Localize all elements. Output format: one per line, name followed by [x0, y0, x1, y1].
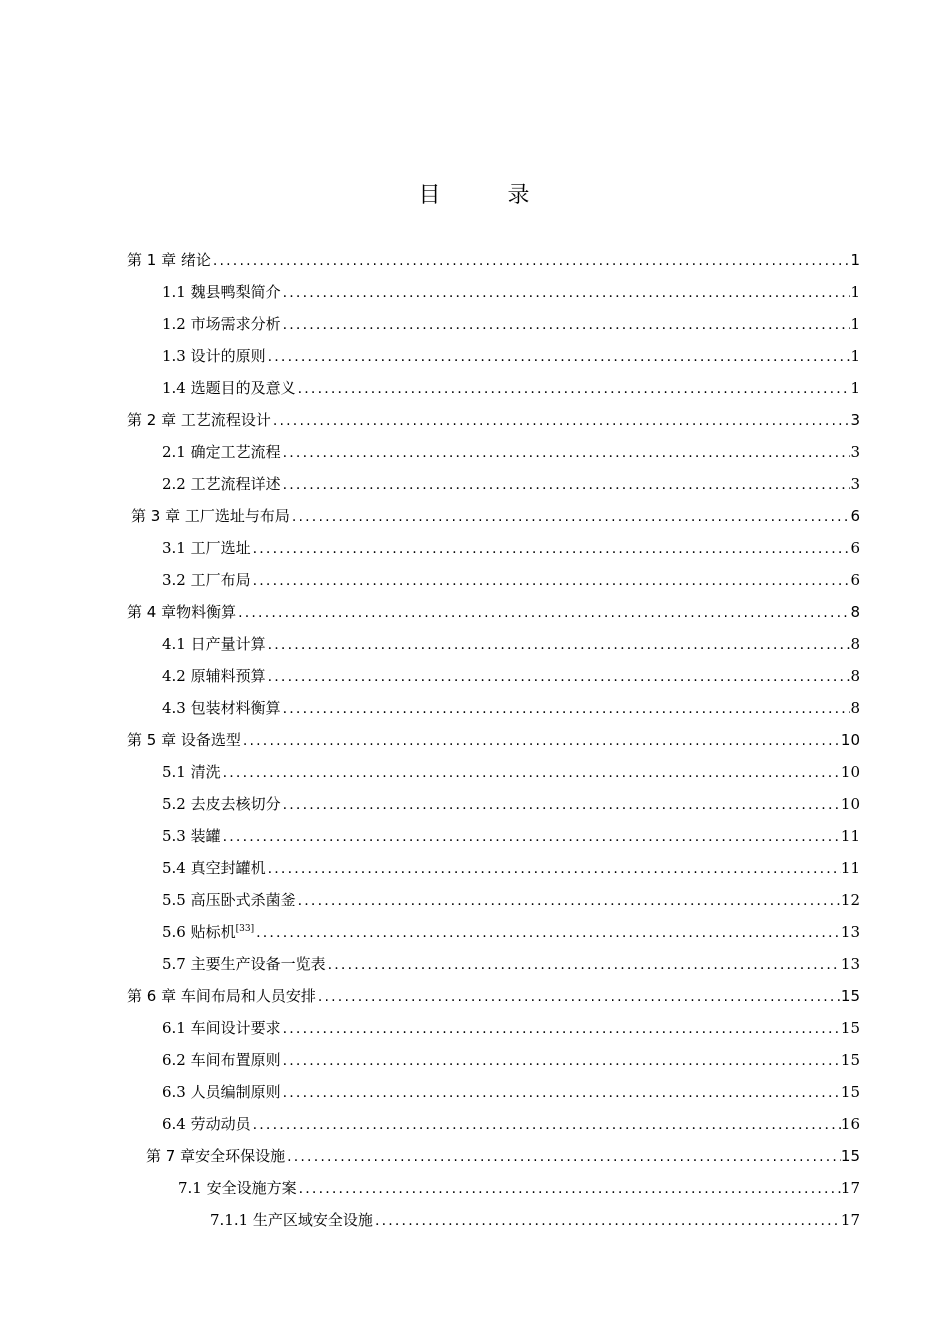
toc-entry[interactable]: [162, 852, 860, 884]
toc-leader-dots: [326, 949, 841, 980]
toc-page-number: 1: [850, 283, 860, 301]
toc-page-number: 15: [840, 987, 860, 1005]
toc-entry-label: 5.2 去皮去核切分: [162, 795, 281, 813]
toc-leader-dots: [266, 341, 851, 372]
toc-entry[interactable]: [162, 340, 860, 372]
toc-entry-label: 5.6 贴标机[33]: [162, 923, 255, 941]
toc-entry-label: 1.3 设计的原则: [162, 347, 266, 365]
toc-leader-dots: [271, 405, 851, 436]
toc-page-number: 3: [850, 411, 860, 429]
toc-page-number: 6: [850, 539, 860, 557]
toc-entry-label: 7.1.1 生产区域安全设施: [210, 1211, 373, 1229]
toc-entry[interactable]: [162, 564, 860, 596]
toc-entry-label: 4.1 日产量计算: [162, 635, 266, 653]
toc-page-number: 11: [840, 827, 860, 845]
toc-entry-label: 1.2 市场需求分析: [162, 315, 281, 333]
toc-leader-dots: [373, 1205, 841, 1236]
toc-page-number: 11: [840, 859, 860, 877]
toc-entry-label: 第 1 章 绪论: [127, 251, 211, 269]
toc-entry[interactable]: [162, 1076, 860, 1108]
toc-leader-dots: [281, 789, 841, 820]
toc-entry[interactable]: [162, 308, 860, 340]
toc-entry[interactable]: [162, 436, 860, 468]
toc-page-number: 13: [840, 955, 860, 973]
toc-leader-dots: [281, 277, 851, 308]
toc-entry-label: 5.7 主要生产设备一览表: [162, 955, 326, 973]
toc-page-number: 8: [850, 603, 860, 621]
toc-leader-dots: [281, 1045, 841, 1076]
toc-entry-label: 5.4 真空封罐机: [162, 859, 266, 877]
toc-entry[interactable]: [162, 372, 860, 404]
toc-leader-dots: [221, 821, 841, 852]
toc-entry[interactable]: [162, 660, 860, 692]
toc-page-number: 17: [840, 1179, 860, 1197]
toc-entry[interactable]: [210, 1204, 860, 1236]
toc-page-number: 1: [850, 315, 860, 333]
toc-leader-dots: [211, 245, 851, 276]
toc-entry-label: 6.2 车间布置原则: [162, 1051, 281, 1069]
toc-entry-label: 第 7 章安全环保设施: [146, 1147, 286, 1165]
toc-entry-label: 7.1 安全设施方案: [178, 1179, 297, 1197]
toc-entry[interactable]: [127, 724, 860, 756]
toc-entry[interactable]: [162, 756, 860, 788]
toc-leader-dots: [236, 597, 850, 628]
toc-page-number: 16: [840, 1115, 860, 1133]
toc-entry-label: 第 3 章 工厂选址与布局: [131, 507, 290, 525]
toc-entry[interactable]: [178, 1172, 860, 1204]
toc-leader-dots: [281, 693, 851, 724]
toc-entry[interactable]: [162, 820, 860, 852]
toc-leader-dots: [285, 1141, 841, 1172]
toc-entry-label: 第 4 章物料衡算: [127, 603, 237, 621]
toc-entry[interactable]: [162, 628, 860, 660]
toc-entry-label: 5.5 高压卧式杀菌釜: [162, 891, 296, 909]
toc-leader-dots: [251, 533, 851, 564]
toc-entry[interactable]: [131, 500, 860, 532]
toc-entry[interactable]: [162, 884, 860, 916]
toc-page-number: 3: [850, 443, 860, 461]
toc-entry[interactable]: [162, 788, 860, 820]
page-title: 目 录: [418, 183, 560, 208]
toc-entry-label: 6.4 劳动动员: [162, 1115, 251, 1133]
toc-leader-dots: [296, 885, 841, 916]
toc-leader-dots: [266, 661, 851, 692]
toc-entry-label: 5.3 装罐: [162, 827, 221, 845]
toc-entry-label: 第 5 章 设备选型: [127, 731, 241, 749]
toc-entry[interactable]: [162, 1044, 860, 1076]
toc-page-number: 13: [840, 923, 860, 941]
toc-entry[interactable]: [162, 1012, 860, 1044]
toc-leader-dots: [281, 437, 851, 468]
toc-page-number: 6: [850, 507, 860, 525]
toc-entry[interactable]: [127, 404, 860, 436]
toc-page-number: 6: [850, 571, 860, 589]
toc-page-number: 10: [840, 763, 860, 781]
toc-leader-dots: [281, 309, 851, 340]
toc-entry-label: 1.4 选题目的及意义: [162, 379, 296, 397]
toc-leader-dots: [281, 469, 851, 500]
toc-leader-dots: [251, 1109, 841, 1140]
toc-page-number: 1: [850, 347, 860, 365]
toc-entry-label: 3.2 工厂布局: [162, 571, 251, 589]
toc-entry[interactable]: [162, 692, 860, 724]
toc-entry[interactable]: [127, 244, 860, 276]
toc-entry[interactable]: [162, 468, 860, 500]
toc-leader-dots: [266, 629, 851, 660]
toc-leader-dots: [221, 757, 841, 788]
toc-page-number: 12: [840, 891, 860, 909]
toc-leader-dots: [316, 981, 841, 1012]
toc-entry[interactable]: [162, 948, 860, 980]
toc-entry-label: 5.1 清洗: [162, 763, 221, 781]
toc-leader-dots: [251, 565, 851, 596]
toc-leader-dots: [297, 1173, 841, 1204]
toc-entry-label: 4.2 原辅料预算: [162, 667, 266, 685]
toc-entry[interactable]: [162, 532, 860, 564]
toc-entry[interactable]: [146, 1140, 860, 1172]
toc-leader-dots: [296, 373, 851, 404]
toc-page-number: 8: [850, 699, 860, 717]
toc-entry[interactable]: [127, 596, 860, 628]
toc-page-number: 15: [840, 1019, 860, 1037]
toc-entry-label: 2.2 工艺流程详述: [162, 475, 281, 493]
toc-leader-dots: [254, 917, 841, 948]
toc-page-number: 10: [840, 795, 860, 813]
toc-leader-dots: [281, 1013, 841, 1044]
toc-page-number: 15: [840, 1083, 860, 1101]
toc-page-number: 3: [850, 475, 860, 493]
toc-page-number: 8: [850, 635, 860, 653]
toc-leader-dots: [241, 725, 841, 756]
toc-page-number: 8: [850, 667, 860, 685]
toc-entry[interactable]: [162, 276, 860, 308]
toc-leader-dots: [281, 1077, 841, 1108]
toc-entry-label: 6.1 车间设计要求: [162, 1019, 281, 1037]
toc-entry-label: 第 6 章 车间布局和人员安排: [127, 987, 316, 1005]
toc-entry-label: 2.1 确定工艺流程: [162, 443, 281, 461]
toc-page-number: 15: [840, 1147, 860, 1165]
toc-page-number: 1: [850, 379, 860, 397]
toc-entry-label: 1.1 魏县鸭梨简介: [162, 283, 281, 301]
citation-superscript: [33]: [235, 924, 255, 934]
toc-entry-label: 第 2 章 工艺流程设计: [127, 411, 271, 429]
toc-entry-label: 6.3 人员编制原则: [162, 1083, 281, 1101]
toc-leader-dots: [266, 853, 841, 884]
toc-page-number: 1: [850, 251, 860, 269]
toc-entry[interactable]: [127, 980, 860, 1012]
toc-page-number: 17: [840, 1211, 860, 1229]
toc-entry[interactable]: [162, 1108, 860, 1140]
toc-entry[interactable]: [162, 916, 860, 948]
toc-page-number: 10: [840, 731, 860, 749]
toc-entry-label: 3.1 工厂选址: [162, 539, 251, 557]
toc-leader-dots: [290, 501, 851, 532]
toc-entry-label: 4.3 包装材料衡算: [162, 699, 281, 717]
toc-page-number: 15: [840, 1051, 860, 1069]
